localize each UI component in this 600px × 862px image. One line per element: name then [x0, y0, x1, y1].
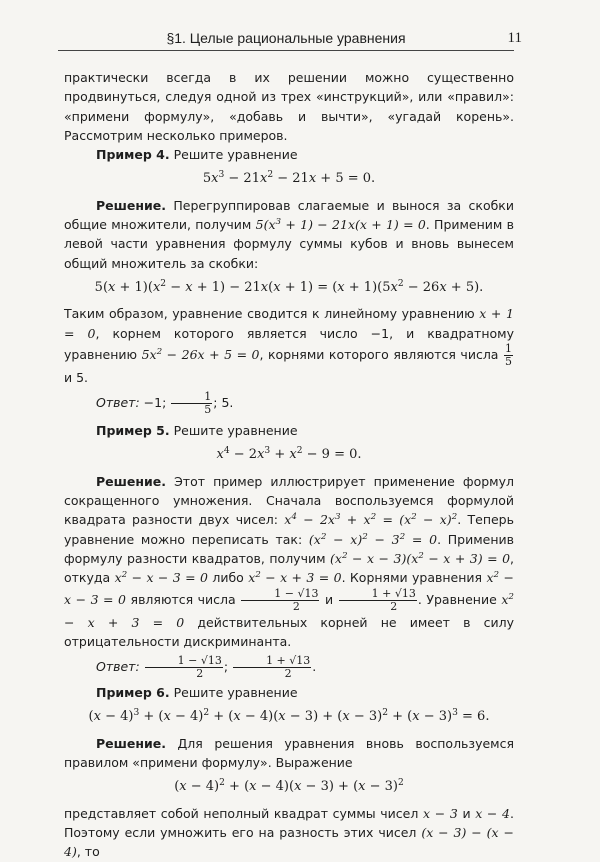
fraction-one-fifth: $\frac{1}{5}$	[504, 341, 512, 368]
example-4-equation: $5x^3 - 21x^2 - 21x + 5 = 0$.	[202, 170, 376, 187]
running-header	[58, 28, 522, 51]
example-6-equation: $(x - 4)^3 + (x - 4)^2 + (x - 4)(x - 3) + (x - 3)^2 + (x - 3)^3 = 6$.	[88, 708, 490, 725]
example-6-solution: Решение. Для решения уравнения вновь воспользуемся правилом «примени формулу». Выражение	[64, 735, 514, 771]
page-body	[64, 68, 514, 862]
example-5-statement: Пример 5. Решите уравнение	[96, 423, 298, 439]
example-5-solution: Решение. Этот пример иллюстрирует применение формул сокращенного умножения. Сначала воспользуемся формулой квадрата разности двух чисел: $x^4 - 2x^3 + x^2 = (x^2 - x)^2$. Теперь уравнение можно переписать так: $(x^2 - x)^2 - 3^2 = 0$. Применив формулу разности квадратов, получим $(x^2 - x - 3)(x^2 - x + 3) = 0$, откуда $x^2 - x - 3 = 0$ либо $x^2 - x + 3 = 0$. Корнями уравнения $x^2 - x - 3 = 0$ являются числа $\frac{1 - √13}{2}$ и $\frac{1 + √13}{2}$ . Уравнение $x^2 - x + 3 = 0$ действительных корней не имеет в силу отрицательности дискриминанта.	[64, 473, 515, 649]
example-5-answer: Ответ: $\frac{1 - √13}{2}$ ; $\frac{1 + √13}{2}$ .	[96, 654, 317, 681]
intro-paragraph: практически всегда в их решении можно существенно продвинуться, следуя одной из трех «инструкций», или «правил»: «примени формулу», «добавь и вычти», «угадай корень». Рассмотрим несколько примеров.	[64, 70, 514, 143]
example-4-factored-equation: $5(x + 1)(x^2 - x + 1) - 21x(x + 1) = (x + 1)(5x^2 - 26x + 5)$.	[94, 278, 484, 295]
example-6-expression: $(x - 4)^2 + (x - 4)(x - 3) + (x - 3)^2$	[174, 778, 404, 795]
example-5-equation: $x^4 - 2x^3 + x^2 - 9 = 0$.	[216, 446, 362, 463]
root-fraction-1: $\frac{1 - √13}{2}$	[241, 588, 319, 613]
page-number: 11	[507, 30, 522, 46]
root-fraction-2: $\frac{1 + √13}{2}$	[339, 588, 417, 613]
example-4-solution: Решение. Перегруппировав слагаемые и вынося за скобки общие множители, получим $5(x^3 + 1) - 21x(x + 1) = 0$. Применим в левой части уравнения формулу суммы кубов и вновь вынесем общий множитель за скобки:	[64, 197, 514, 271]
example-6-continuation: представляет собой неполный квадрат суммы чисел x − 3 и x − 4. Поэтому если умножить его на разность этих чисел (x − 3) − (x − 4), то	[64, 805, 514, 860]
example-6-statement: Пример 6. Решите уравнение	[96, 685, 298, 701]
section-title: §1. Целые рациональные уравнения	[166, 30, 406, 46]
example-4-reduction: Таким образом, уравнение сводится к линейному уравнению x + 1 = 0, корнем которого является число −1, и квадратному уравнению $5x^2 - 26x + 5 = 0$, корнями которого являются числа $\frac{1}{5}$ и 5.	[64, 306, 514, 385]
example-4-answer: Ответ: −1; $\frac{1}{5}$ ; 5.	[96, 390, 234, 417]
example-4-statement: Пример 4. Решите уравнение	[96, 147, 298, 163]
